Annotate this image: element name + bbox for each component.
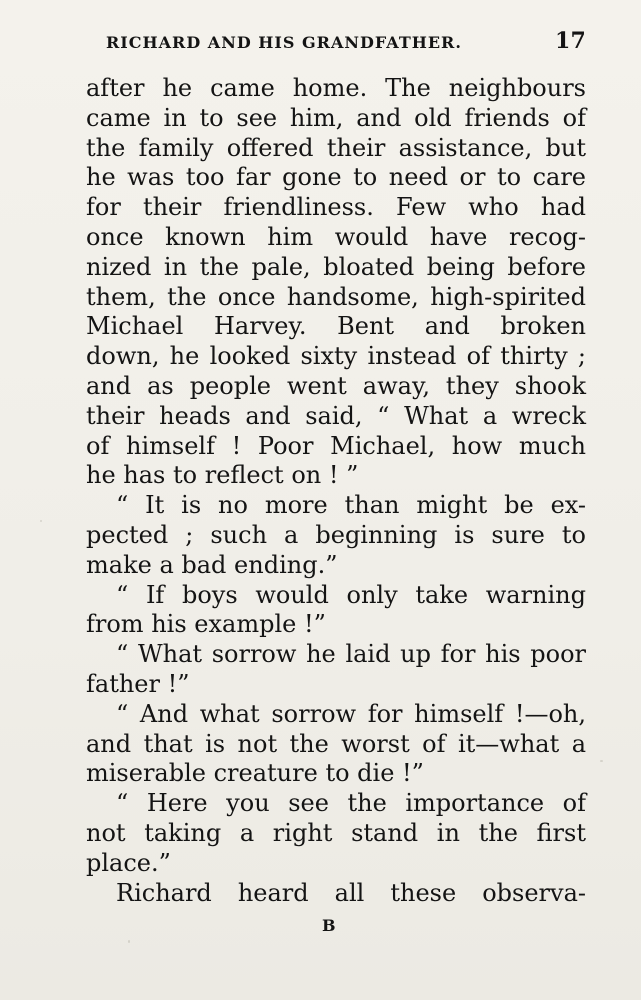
text-line: miserable creature to die !” <box>86 759 424 788</box>
text-line: after he came home. The neighbours <box>86 74 586 102</box>
page-number: 17 <box>554 28 586 54</box>
text-line: of himself ! Poor Michael, how much <box>86 431 586 460</box>
text-line: “ It is no more than might be ex- <box>116 491 586 520</box>
text-line: them, the once handsome, high-spirited <box>86 282 586 311</box>
text-line: place.” <box>86 848 171 877</box>
text-line: came in to see him, and old friends of <box>86 103 586 132</box>
text-line: “ And what sorrow for himself !—oh, <box>116 699 586 728</box>
text-line: he has to reflect on ! ” <box>86 461 359 490</box>
text-line: nized in the pale, bloated being before <box>86 252 586 281</box>
text-line: down, he looked sixty instead of thirty ; <box>86 342 586 371</box>
text-line: Richard heard all these observa- <box>116 878 586 907</box>
scan-speck <box>128 940 130 943</box>
running-head: RICHARD AND HIS GRANDFATHER. <box>106 33 462 52</box>
text-line: father !” <box>86 669 190 698</box>
signature-mark: B <box>322 916 336 935</box>
text-line: and as people went away, they shook <box>86 371 586 400</box>
text-line: Michael Harvey. Bent and broken <box>86 312 586 341</box>
text-line: and that is not the worst of it—what a <box>86 729 586 758</box>
text-line: once known him would have recog- <box>86 222 586 251</box>
text-line: the family offered their assistance, but <box>86 133 586 162</box>
text-line: pected ; such a beginning is sure to <box>86 520 586 549</box>
text-line: he was too far gone to need or to care <box>86 163 586 192</box>
page-header <box>106 28 586 58</box>
text-line: from his example !” <box>86 610 326 639</box>
text-line: not taking a right stand in the first <box>86 818 586 847</box>
scan-speck <box>600 760 603 762</box>
text-line: “ If boys would only take warning <box>116 580 586 609</box>
scan-speck <box>40 520 42 522</box>
text-line: “ What sorrow he laid up for his poor <box>116 640 586 669</box>
text-line: “ Here you see the importance of <box>116 789 586 818</box>
text-line: for their friendliness. Few who had <box>86 193 586 222</box>
body-text <box>86 74 586 914</box>
text-line: make a bad ending.” <box>86 550 338 579</box>
text-line: their heads and said, “ What a wreck <box>86 401 586 430</box>
